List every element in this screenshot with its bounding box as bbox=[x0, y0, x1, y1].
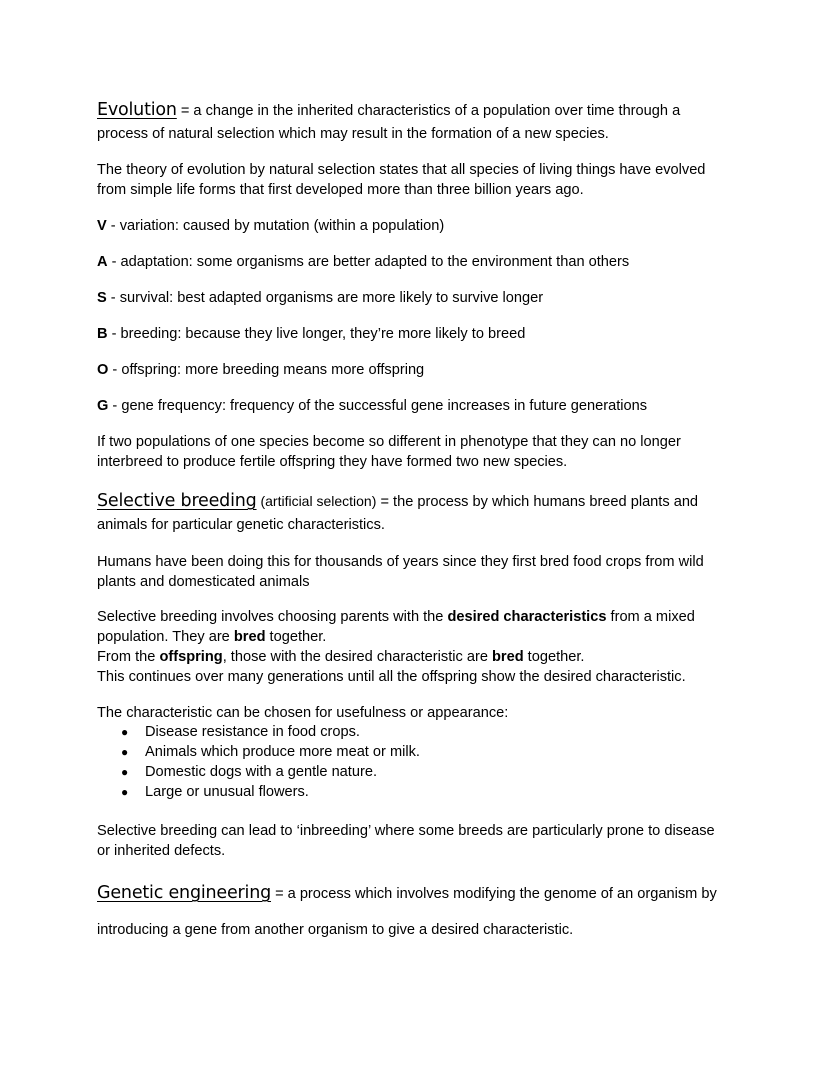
process-text: from a mixed bbox=[606, 609, 695, 625]
genetic-engineering-definition-text: = a process which involves modifying the genome of an organism by bbox=[271, 886, 717, 902]
genetic-engineering-heading: Genetic engineering bbox=[97, 883, 272, 903]
process-bold-term: desired characteristics bbox=[447, 609, 607, 625]
bullet-icon: ● bbox=[121, 785, 129, 799]
process-bold-term: offspring bbox=[159, 649, 223, 665]
process-bold-term: bred bbox=[233, 629, 266, 645]
list-item bbox=[121, 762, 377, 782]
process-text: Selective breeding involves choosing parents with the bbox=[97, 609, 448, 625]
mnemonic-item-breeding bbox=[97, 324, 525, 344]
mnemonic-letter: O bbox=[97, 362, 109, 378]
list-item bbox=[121, 742, 420, 762]
bullet-icon: ● bbox=[121, 745, 129, 759]
mnemonic-text: - adaptation: some organisms are better adapted to the environment than others bbox=[107, 254, 630, 270]
mnemonic-item-variation bbox=[97, 216, 444, 236]
mnemonic-text: - gene frequency: frequency of the successful gene increases in future generations bbox=[108, 398, 648, 414]
bullet-icon: ● bbox=[121, 725, 129, 739]
mnemonic-letter: G bbox=[97, 398, 109, 414]
process-text: , those with the desired characteristic are bbox=[222, 649, 492, 665]
selective-breeding-definition-cont: animals for particular genetic characteristics. bbox=[97, 517, 385, 533]
selective-breeding-definition-text: = the process by which humans breed plants and bbox=[376, 494, 699, 510]
evolution-heading: Evolution bbox=[97, 100, 177, 120]
mnemonic-text: - survival: best adapted organisms are more likely to survive longer bbox=[106, 290, 544, 306]
list-item bbox=[121, 722, 360, 742]
inbreeding-line2: or inherited defects. bbox=[97, 843, 226, 859]
mnemonic-text: - breeding: because they live longer, they’re more likely to breed bbox=[107, 326, 526, 342]
genetic-engineering-definition-cont: introducing a gene from another organism to give a desired characteristic. bbox=[97, 922, 574, 938]
mnemonic-text: - offspring: more breeding means more offspring bbox=[108, 362, 425, 378]
list-item-text: Animals which produce more meat or milk. bbox=[145, 744, 420, 760]
process-line1 bbox=[97, 607, 695, 627]
process-text: together. bbox=[265, 629, 327, 645]
mnemonic-letter: V bbox=[97, 218, 107, 234]
speciation-line2: interbreed to produce fertile offspring they have formed two new species. bbox=[97, 454, 568, 470]
process-line2 bbox=[97, 627, 326, 647]
process-text: population. They are bbox=[97, 629, 234, 645]
evolution-definition bbox=[97, 100, 680, 121]
mnemonic-item-offspring bbox=[97, 360, 424, 380]
mnemonic-text: - variation: caused by mutation (within a population) bbox=[106, 218, 445, 234]
process-text: From the bbox=[97, 649, 160, 665]
inbreeding-line1: Selective breeding can lead to ‘inbreeding’ where some breeds are particularly prone to disease bbox=[97, 823, 715, 839]
evolution-definition-text: = a change in the inherited characteristics of a population over time through a bbox=[176, 103, 681, 119]
mnemonic-letter: B bbox=[97, 326, 108, 342]
genetic-engineering-definition bbox=[97, 883, 717, 904]
evolution-definition-cont: process of natural selection which may result in the formation of a new species. bbox=[97, 126, 609, 142]
evolution-theory-line2: from simple life forms that first developed more than three billion years ago. bbox=[97, 182, 584, 198]
list-item-text: Domestic dogs with a gentle nature. bbox=[145, 764, 378, 780]
mnemonic-item-adaptation bbox=[97, 252, 629, 272]
evolution-theory-line1: The theory of evolution by natural selection states that all species of living things have evolved bbox=[97, 162, 706, 178]
selective-breeding-definition bbox=[97, 491, 698, 512]
list-item-text: Large or unusual flowers. bbox=[145, 784, 309, 800]
selective-breeding-history-line2: plants and domesticated animals bbox=[97, 574, 310, 590]
process-text: together. bbox=[523, 649, 585, 665]
mnemonic-item-survival bbox=[97, 288, 543, 308]
list-item bbox=[121, 782, 309, 802]
mnemonic-letter: S bbox=[97, 290, 107, 306]
list-item-text: Disease resistance in food crops. bbox=[145, 724, 360, 740]
bullet-icon: ● bbox=[121, 765, 129, 779]
list-intro: The characteristic can be chosen for usefulness or appearance: bbox=[97, 705, 509, 721]
speciation-line1: If two populations of one species become so different in phenotype that they can no longer bbox=[97, 434, 681, 450]
artificial-selection-note: (artificial selection) bbox=[256, 493, 377, 509]
process-bold-term: bred bbox=[492, 649, 524, 665]
process-line3 bbox=[97, 647, 584, 667]
process-line4: This continues over many generations until all the offspring show the desired characteristic. bbox=[97, 669, 686, 685]
selective-breeding-heading: Selective breeding bbox=[97, 491, 257, 511]
selective-breeding-history-line1: Humans have been doing this for thousands of years since they first bred food crops from wild bbox=[97, 554, 704, 570]
mnemonic-item-gene-frequency bbox=[97, 396, 647, 416]
mnemonic-letter: A bbox=[97, 254, 108, 270]
